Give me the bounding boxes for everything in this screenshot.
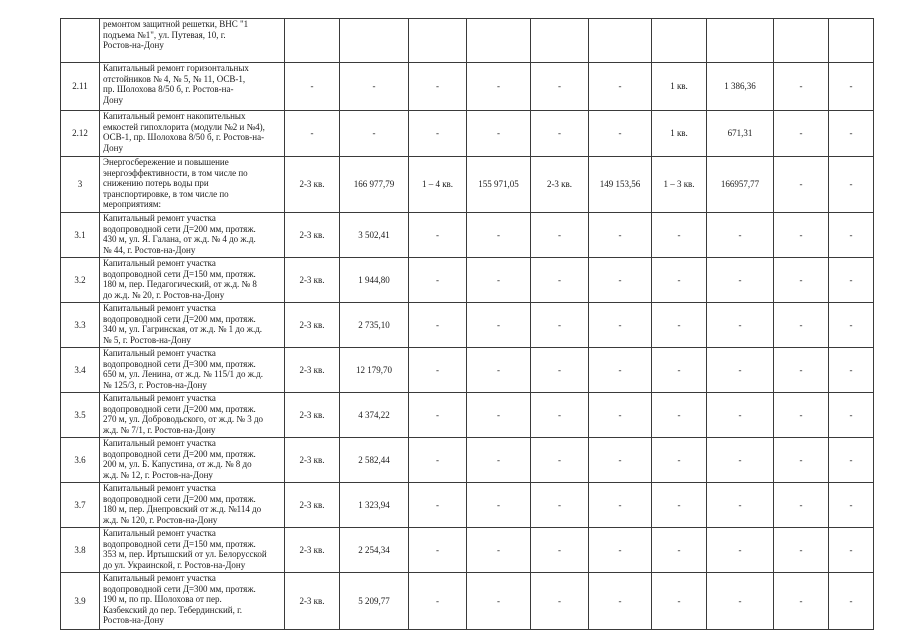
value-cell: 2 254,34: [340, 528, 409, 573]
value-cell: -: [829, 213, 874, 258]
value-cell: 12 179,70: [340, 348, 409, 393]
value-cell: -: [707, 393, 774, 438]
description-line: Ростов-на-Дону: [103, 615, 164, 626]
value-cell: -: [774, 157, 829, 213]
value-cell: 1 944,80: [340, 258, 409, 303]
description-line: водопроводной сети Д=300 мм, протяж.: [103, 583, 256, 594]
value-cell: -: [707, 573, 774, 630]
table-row: [61, 528, 874, 573]
value-cell: -: [589, 111, 652, 157]
table-row: [61, 573, 874, 630]
description-line: водопроводной сети Д=200 мм, протяж.: [103, 448, 256, 459]
value-cell: -: [589, 483, 652, 528]
value-cell: -: [707, 258, 774, 303]
description-line: отстойников № 4, № 5, № 11, ОСВ-1,: [103, 73, 246, 84]
value-cell: -: [707, 213, 774, 258]
value-cell: -: [409, 483, 467, 528]
description-line: Капитальный ремонт накопительных: [103, 111, 246, 121]
value-cell: 2-3 кв.: [285, 213, 340, 258]
value-cell: -: [409, 348, 467, 393]
activity-description: [100, 19, 285, 63]
value-cell: 1 323,94: [340, 483, 409, 528]
value-cell: 2-3 кв.: [285, 258, 340, 303]
value-cell: -: [774, 528, 829, 573]
value-cell: -: [829, 348, 874, 393]
activity-description: [100, 573, 285, 630]
row-number: [61, 19, 100, 63]
value-cell: -: [285, 111, 340, 157]
value-cell: -: [467, 213, 531, 258]
value-cell: -: [409, 528, 467, 573]
description-line: № 125/3, г. Ростов-на-Дону: [103, 379, 207, 390]
description-line: Капитальный ремонт участка: [103, 258, 216, 268]
value-cell: 1 кв.: [652, 111, 707, 157]
description-line: 340 м, ул. Гагринская, от ж.д. № 1 до ж.д.: [103, 324, 263, 335]
activity-description: [100, 438, 285, 483]
value-cell: 2-3 кв.: [285, 303, 340, 348]
description-line: Ростов-на-Дону: [103, 40, 164, 51]
description-line: ж.д. № 7/1, г. Ростов-на-Дону: [103, 424, 216, 435]
description-line: мероприятиям:: [103, 199, 162, 210]
value-cell: 2-3 кв.: [531, 157, 589, 213]
value-cell: 5 209,77: [340, 573, 409, 630]
value-cell: -: [774, 258, 829, 303]
value-cell: -: [285, 63, 340, 111]
value-cell: -: [589, 213, 652, 258]
row-number: 2.12: [61, 111, 100, 157]
description-line: ж.д. № 12, г. Ростов-на-Дону: [103, 469, 213, 480]
value-cell: 166 977,79: [340, 157, 409, 213]
value-cell: -: [467, 303, 531, 348]
table-row: [61, 438, 874, 483]
description-line: Казбекский до пер. Тебердинский, г.: [103, 604, 243, 615]
value-cell: -: [774, 438, 829, 483]
value-cell: -: [467, 111, 531, 157]
value-cell: -: [652, 303, 707, 348]
description-line: водопроводной сети Д=150 мм, протяж.: [103, 268, 256, 279]
value-cell: -: [589, 573, 652, 630]
value-cell: -: [589, 393, 652, 438]
description-line: ОСВ-1, пр. Шолохова 8/50 б, г. Ростов-на-: [103, 132, 265, 143]
value-cell: 671,31: [707, 111, 774, 157]
value-cell: -: [829, 438, 874, 483]
value-cell: 2 735,10: [340, 303, 409, 348]
value-cell: -: [467, 63, 531, 111]
description-line: ж.д. № 120, г. Ростов-на-Дону: [103, 514, 218, 525]
description-line: водопроводной сети Д=200 мм, протяж.: [103, 493, 256, 504]
description-line: водопроводной сети Д=150 мм, протяж.: [103, 538, 256, 549]
value-cell: -: [531, 63, 589, 111]
value-cell: -: [829, 483, 874, 528]
value-cell: [829, 19, 874, 63]
description-line: Капитальный ремонт участка: [103, 393, 216, 403]
description-line: Дону: [103, 142, 123, 153]
description-line: Дону: [103, 94, 123, 105]
table-row: [61, 348, 874, 393]
description-line: транспортировке, в том числе по: [103, 188, 229, 199]
description-line: 650 м, ул. Ленина, от ж.д. № 115/1 до ж.д.: [103, 369, 264, 380]
value-cell: -: [531, 258, 589, 303]
value-cell: -: [467, 258, 531, 303]
value-cell: -: [531, 573, 589, 630]
value-cell: -: [531, 348, 589, 393]
value-cell: -: [774, 348, 829, 393]
value-cell: 2-3 кв.: [285, 348, 340, 393]
value-cell: -: [467, 483, 531, 528]
value-cell: -: [829, 528, 874, 573]
value-cell: -: [707, 303, 774, 348]
description-line: энергоэффективности, в том числе по: [103, 167, 248, 178]
value-cell: -: [409, 438, 467, 483]
value-cell: -: [340, 63, 409, 111]
value-cell: 2-3 кв.: [285, 157, 340, 213]
activity-description: [100, 63, 285, 111]
description-line: 353 м, пер. Иртышский от ул. Белорусской: [103, 549, 267, 560]
value-cell: -: [829, 573, 874, 630]
value-cell: -: [652, 483, 707, 528]
row-number: 3.1: [61, 213, 100, 258]
description-line: емкостей гипохлорита (модули №2 и №4),: [103, 121, 265, 132]
description-line: водопроводной сети Д=200 мм, протяж.: [103, 403, 256, 414]
activity-description: [100, 528, 285, 573]
table-row: [61, 258, 874, 303]
description-line: 200 м, ул. Б. Капустина, от ж.д. № 8 до: [103, 459, 252, 470]
value-cell: -: [707, 528, 774, 573]
value-cell: -: [829, 157, 874, 213]
value-cell: -: [652, 438, 707, 483]
value-cell: -: [531, 438, 589, 483]
value-cell: 2-3 кв.: [285, 573, 340, 630]
value-cell: -: [652, 573, 707, 630]
value-cell: -: [340, 111, 409, 157]
value-cell: -: [467, 528, 531, 573]
description-line: Энергосбережение и повышение: [103, 157, 229, 167]
investment-program-table: [60, 18, 874, 630]
value-cell: -: [652, 348, 707, 393]
value-cell: -: [589, 303, 652, 348]
description-line: пр. Шолохова 8/50 б, г. Ростов-на-: [103, 84, 234, 95]
value-cell: -: [652, 528, 707, 573]
activity-description: [100, 303, 285, 348]
row-number: 3.9: [61, 573, 100, 630]
value-cell: 1 386,36: [707, 63, 774, 111]
table-row: [61, 213, 874, 258]
value-cell: -: [589, 258, 652, 303]
value-cell: [774, 19, 829, 63]
value-cell: [285, 19, 340, 63]
value-cell: -: [774, 111, 829, 157]
value-cell: [409, 19, 467, 63]
value-cell: -: [774, 303, 829, 348]
description-line: Капитальный ремонт участка: [103, 438, 216, 448]
description-line: Капитальный ремонт участка: [103, 573, 216, 583]
value-cell: -: [829, 111, 874, 157]
description-line: Капитальный ремонт участка: [103, 483, 216, 493]
value-cell: -: [409, 393, 467, 438]
description-line: водопроводной сети Д=300 мм, протяж.: [103, 358, 256, 369]
value-cell: 155 971,05: [467, 157, 531, 213]
value-cell: -: [652, 258, 707, 303]
description-line: водопроводной сети Д=200 мм, протяж.: [103, 313, 256, 324]
value-cell: -: [774, 63, 829, 111]
value-cell: -: [829, 258, 874, 303]
value-cell: 1 кв.: [652, 63, 707, 111]
value-cell: [589, 19, 652, 63]
value-cell: -: [589, 63, 652, 111]
value-cell: -: [531, 483, 589, 528]
value-cell: 2 582,44: [340, 438, 409, 483]
row-number: 3.8: [61, 528, 100, 573]
value-cell: [340, 19, 409, 63]
table-row: [61, 111, 874, 157]
value-cell: -: [409, 111, 467, 157]
value-cell: -: [774, 573, 829, 630]
value-cell: -: [531, 213, 589, 258]
description-line: до ж.д. № 20, г. Ростов-на-Дону: [103, 289, 225, 300]
description-line: Капитальный ремонт участка: [103, 528, 216, 538]
value-cell: -: [829, 63, 874, 111]
row-number: 2.11: [61, 63, 100, 111]
activity-description: [100, 258, 285, 303]
row-number: 3.7: [61, 483, 100, 528]
value-cell: 149 153,56: [589, 157, 652, 213]
value-cell: -: [829, 303, 874, 348]
value-cell: [467, 19, 531, 63]
value-cell: -: [409, 63, 467, 111]
value-cell: -: [531, 303, 589, 348]
value-cell: [531, 19, 589, 63]
value-cell: [652, 19, 707, 63]
value-cell: -: [467, 573, 531, 630]
value-cell: -: [707, 483, 774, 528]
activity-description: [100, 213, 285, 258]
description-line: ремонтом защитной решетки, ВНС "1: [103, 19, 249, 29]
row-number: 3.4: [61, 348, 100, 393]
row-number: 3.3: [61, 303, 100, 348]
value-cell: -: [409, 213, 467, 258]
activity-description: [100, 393, 285, 438]
value-cell: -: [467, 393, 531, 438]
activity-description: [100, 348, 285, 393]
description-line: Капитальный ремонт участка: [103, 213, 216, 223]
value-cell: 2-3 кв.: [285, 393, 340, 438]
value-cell: -: [774, 213, 829, 258]
row-number: 3.5: [61, 393, 100, 438]
value-cell: -: [707, 438, 774, 483]
table-row: [61, 483, 874, 528]
description-line: 180 м, пер. Днепровский от ж.д. №114 до: [103, 504, 262, 515]
value-cell: 1 – 4 кв.: [409, 157, 467, 213]
description-line: Капитальный ремонт участка: [103, 348, 216, 358]
value-cell: -: [652, 393, 707, 438]
value-cell: -: [531, 393, 589, 438]
description-line: 180 м, пер. Педагогический, от ж.д. № 8: [103, 279, 257, 290]
value-cell: -: [774, 483, 829, 528]
activity-description: [100, 157, 285, 213]
value-cell: 3 502,41: [340, 213, 409, 258]
value-cell: 2-3 кв.: [285, 528, 340, 573]
value-cell: 4 374,22: [340, 393, 409, 438]
row-number: 3: [61, 157, 100, 213]
value-cell: -: [467, 438, 531, 483]
value-cell: 2-3 кв.: [285, 483, 340, 528]
value-cell: [707, 19, 774, 63]
activity-description: [100, 483, 285, 528]
table-row: [61, 19, 874, 63]
value-cell: -: [531, 528, 589, 573]
value-cell: -: [829, 393, 874, 438]
description-line: Капитальный ремонт участка: [103, 303, 216, 313]
activity-description: [100, 111, 285, 157]
description-line: до ул. Украинской, г. Ростов-на-Дону: [103, 559, 246, 570]
description-line: 430 м, ул. Я. Галана, от ж.д. № 4 до ж.д.: [103, 234, 256, 245]
value-cell: -: [589, 348, 652, 393]
description-line: 270 м, ул. Доброводьского, от ж.д. № 3 до: [103, 414, 264, 425]
value-cell: -: [467, 348, 531, 393]
value-cell: 2-3 кв.: [285, 438, 340, 483]
value-cell: -: [409, 258, 467, 303]
value-cell: -: [707, 348, 774, 393]
description-line: № 44, г. Ростов-на-Дону: [103, 244, 196, 255]
value-cell: -: [774, 393, 829, 438]
table-row: [61, 157, 874, 213]
row-number: 3.2: [61, 258, 100, 303]
value-cell: 1 – 3 кв.: [652, 157, 707, 213]
value-cell: -: [589, 438, 652, 483]
table-row: [61, 303, 874, 348]
value-cell: -: [652, 213, 707, 258]
row-number: 3.6: [61, 438, 100, 483]
value-cell: -: [409, 573, 467, 630]
description-line: снижению потерь воды при: [103, 178, 209, 189]
table-row: [61, 393, 874, 438]
description-line: Капитальный ремонт горизонтальных: [103, 63, 249, 73]
description-line: подъема №1", ул. Путевая, 10, г.: [103, 29, 226, 40]
description-line: 190 м, по пр. Шолохова от пер.: [103, 594, 222, 605]
value-cell: -: [589, 528, 652, 573]
value-cell: 166957,77: [707, 157, 774, 213]
value-cell: -: [531, 111, 589, 157]
table-row: [61, 63, 874, 111]
description-line: № 5, г. Ростов-на-Дону: [103, 334, 191, 345]
description-line: водопроводной сети Д=200 мм, протяж.: [103, 223, 256, 234]
value-cell: -: [409, 303, 467, 348]
